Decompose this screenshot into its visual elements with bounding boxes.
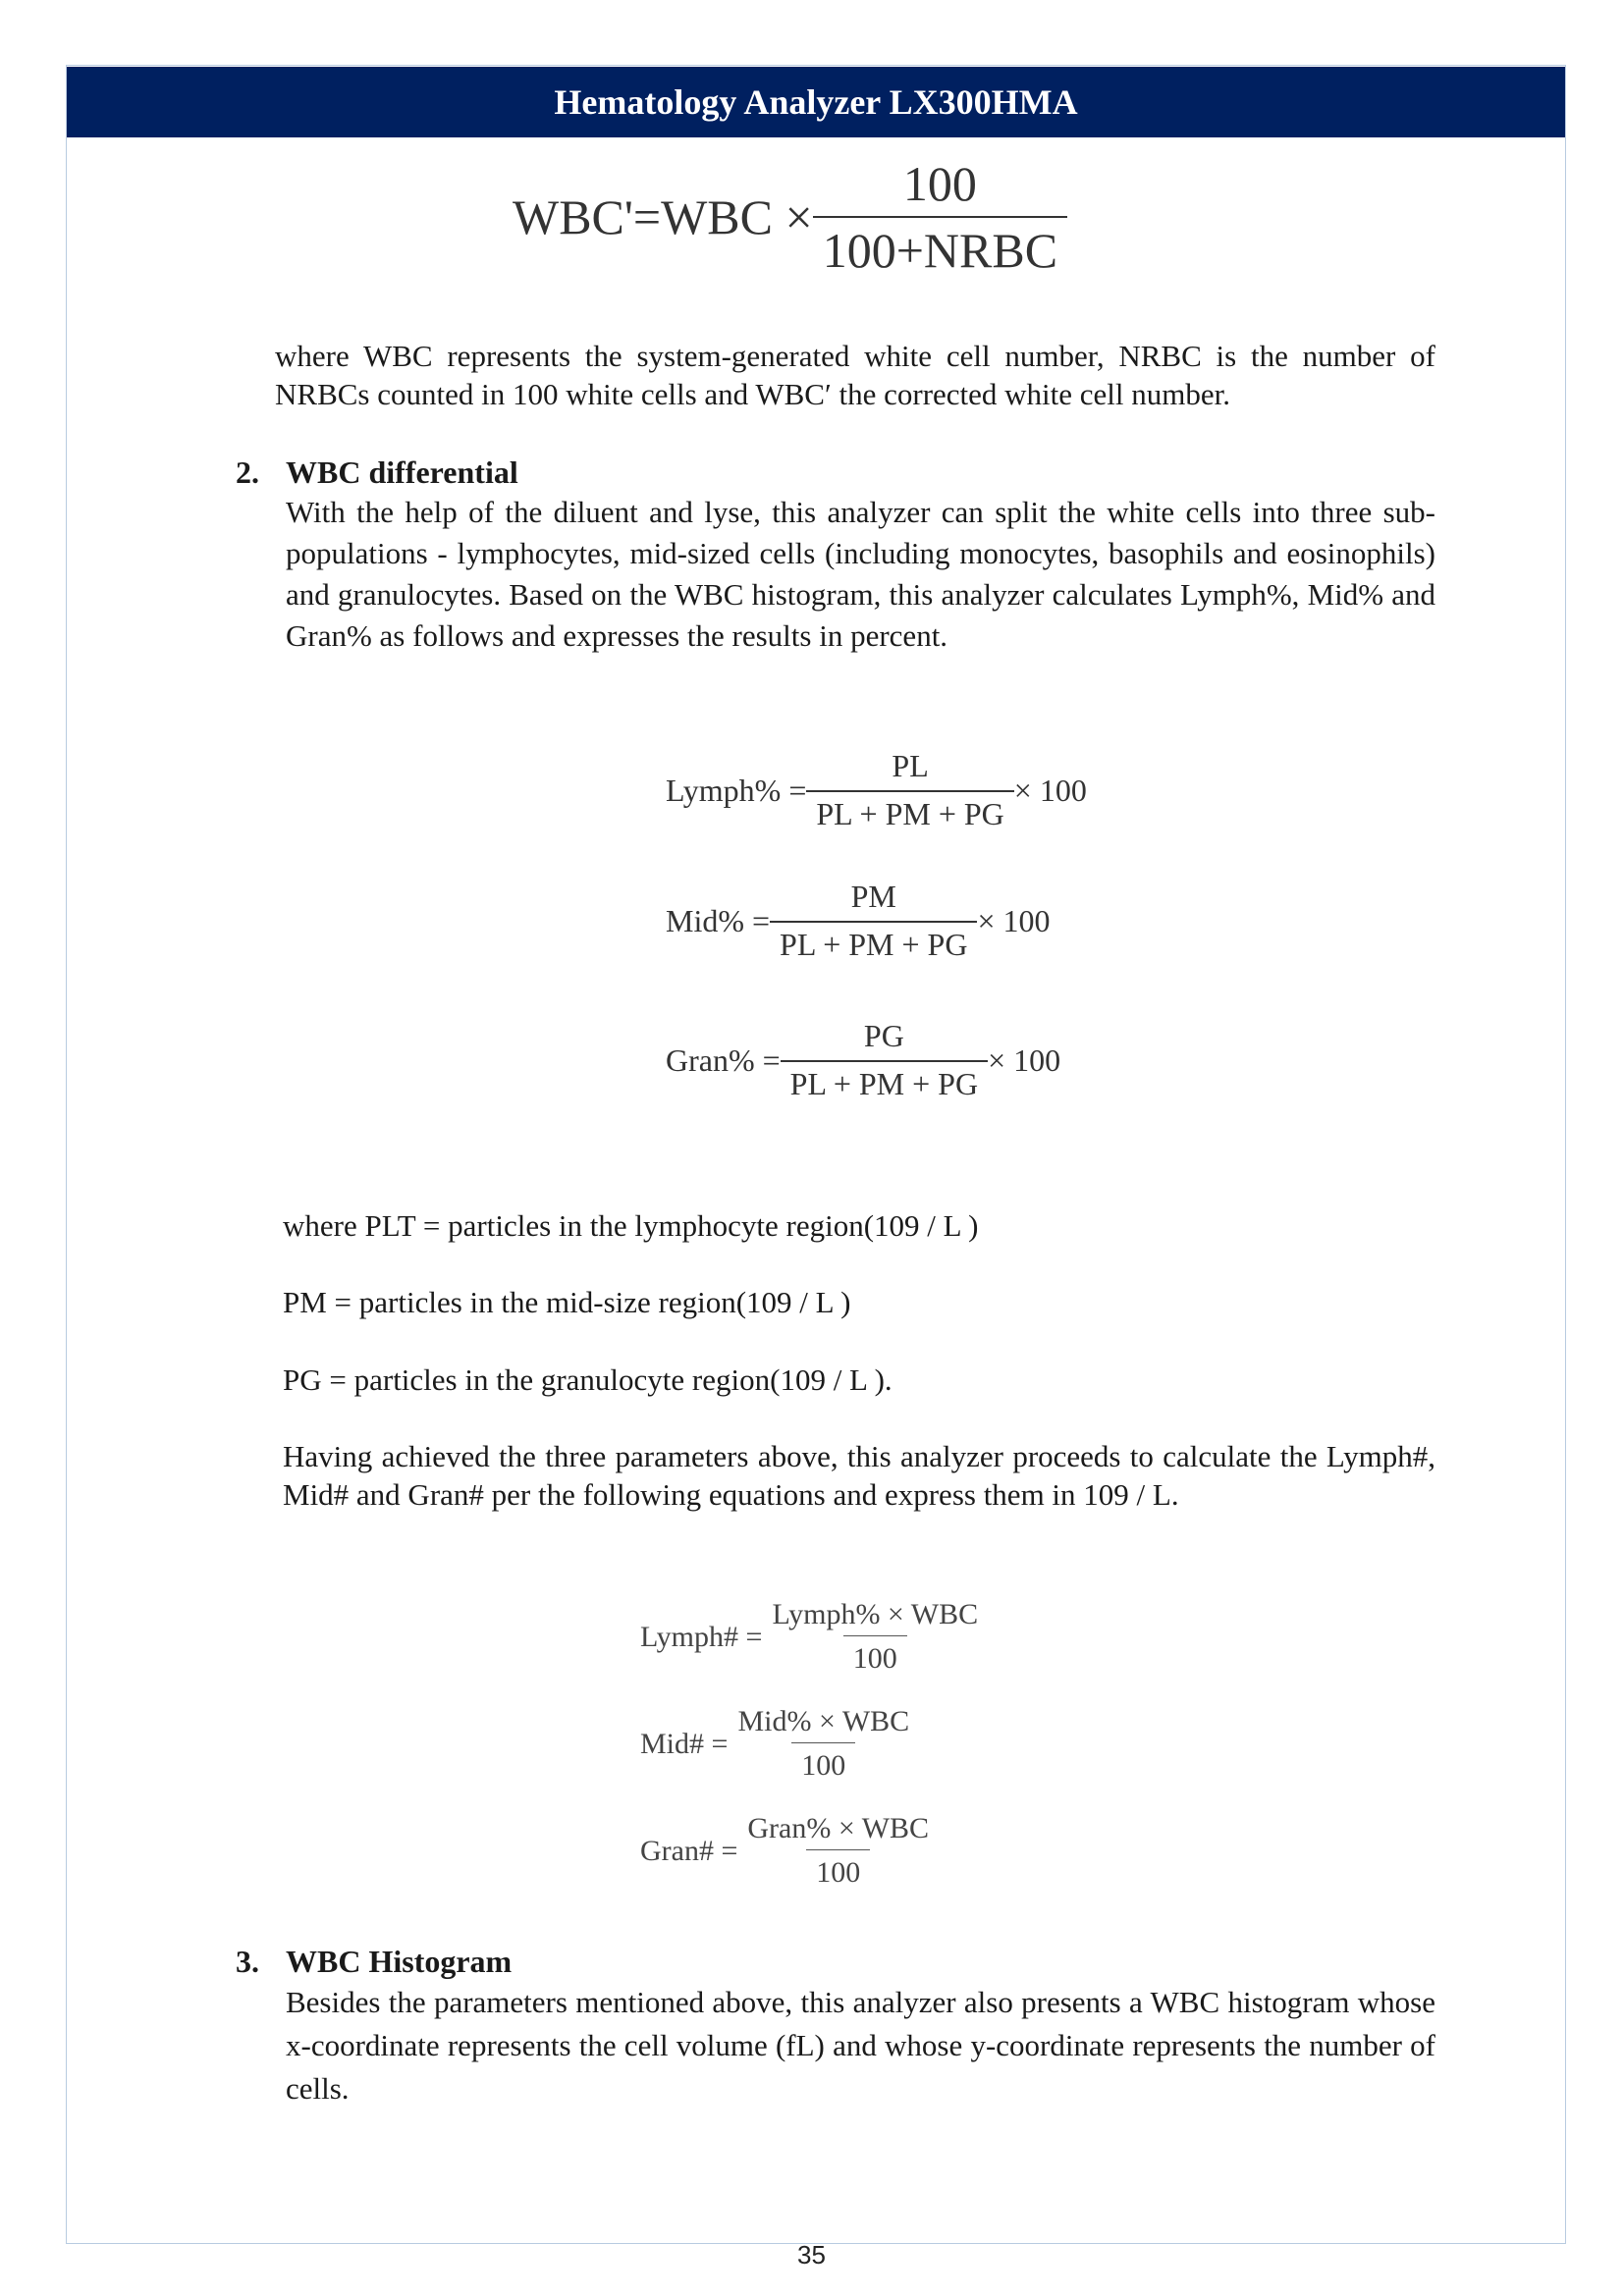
wbc-correction-formula [513,155,1067,279]
section-3-number: 3. [236,1944,259,1979]
formula-denominator: PL + PM + PG [770,921,977,963]
formula-lhs: WBC'=WBC × [513,189,813,244]
formula-lhs: Gran# = [640,1834,738,1867]
formula-suffix: × 100 [988,1041,1061,1078]
section-2-body: With the help of the diluent and lyse, this analyzer can split the white cells into three sub-populations - lymphocytes, mid-sized cells (including monocytes, basophils and eosinophils) and granulocytes. Based on the WBC histogram, this analyzer calculates Lymph%, Mid% and Gran% as follows and expresses the results in percent. [286,495,1435,653]
formula-denominator: 100 [843,1635,907,1676]
formula-lhs: Mid# = [640,1727,729,1760]
formula-lhs: Gran% = [666,1041,781,1078]
section-3-body: Besides the parameters mentioned above, this analyzer also presents a WBC histogram whose x-coordinate represents the cell volume (fL) and whose y-coordinate represents the number of cells. [286,1985,1435,2106]
formula-numerator: Lymph% × WBC [772,1598,979,1630]
mid-percent-formula [666,879,1051,963]
definition-pg: PG = particles in the granulocyte region(109 / L ). [283,1362,893,1397]
page-header: Hematology Analyzer LX300HMA [67,67,1565,137]
formula-fraction [762,1598,988,1676]
formula-fraction [813,155,1067,279]
mid-count-formula [640,1705,919,1783]
formula-numerator: PL [892,748,929,783]
formula-lhs: Lymph# = [640,1620,763,1653]
formula-numerator: Mid% × WBC [737,1705,910,1737]
formula-numerator: 100 [902,156,977,211]
paragraph-absolute-values: Having achieved the three parameters above, this analyzer proceeds to calculate the Lymph#, Mid# and Gran# per the following equations and express them in 109 / L. [283,1439,1435,1512]
formula-lhs: Lymph% = [666,772,807,808]
formula-suffix: × 100 [1013,772,1087,808]
formula-denominator: PL + PM + PG [781,1060,988,1102]
formula-fraction [770,879,977,963]
formula-numerator: Gran% × WBC [747,1812,930,1844]
section-2-number: 2. [236,454,259,490]
gran-percent-formula [666,1018,1060,1102]
section-2-heading: WBC differential [286,454,518,490]
formula-fraction [737,1812,939,1890]
definition-pl: where PLT = particles in the lymphocyte region(109 / L ) [283,1208,979,1243]
formula-suffix: × 100 [977,902,1051,938]
definition-pm: PM = particles in the mid-size region(109 / L ) [283,1285,851,1319]
formula-numerator: PM [850,879,896,914]
section-3-heading: WBC Histogram [286,1944,513,1979]
paragraph-wbc-definition: where WBC represents the system-generated white cell number, NRBC is the number of NRBCs counted in 100 white cells and WBC′ the corrected white cell number. [275,339,1435,411]
formula-denominator: PL + PM + PG [806,790,1013,832]
gran-count-formula [640,1812,939,1890]
lymph-count-formula [640,1598,988,1676]
formula-numerator: PG [863,1018,904,1053]
formula-denominator: 100 [791,1742,855,1783]
formula-lhs: Mid% = [666,902,771,938]
formula-denominator: 100+NRBC [813,216,1067,279]
formula-denominator: 100 [806,1849,870,1890]
formula-fraction [781,1018,988,1102]
lymph-percent-formula [666,748,1087,832]
formula-fraction [728,1705,919,1783]
formula-fraction [806,748,1013,832]
page-number: 35 [797,2240,826,2269]
